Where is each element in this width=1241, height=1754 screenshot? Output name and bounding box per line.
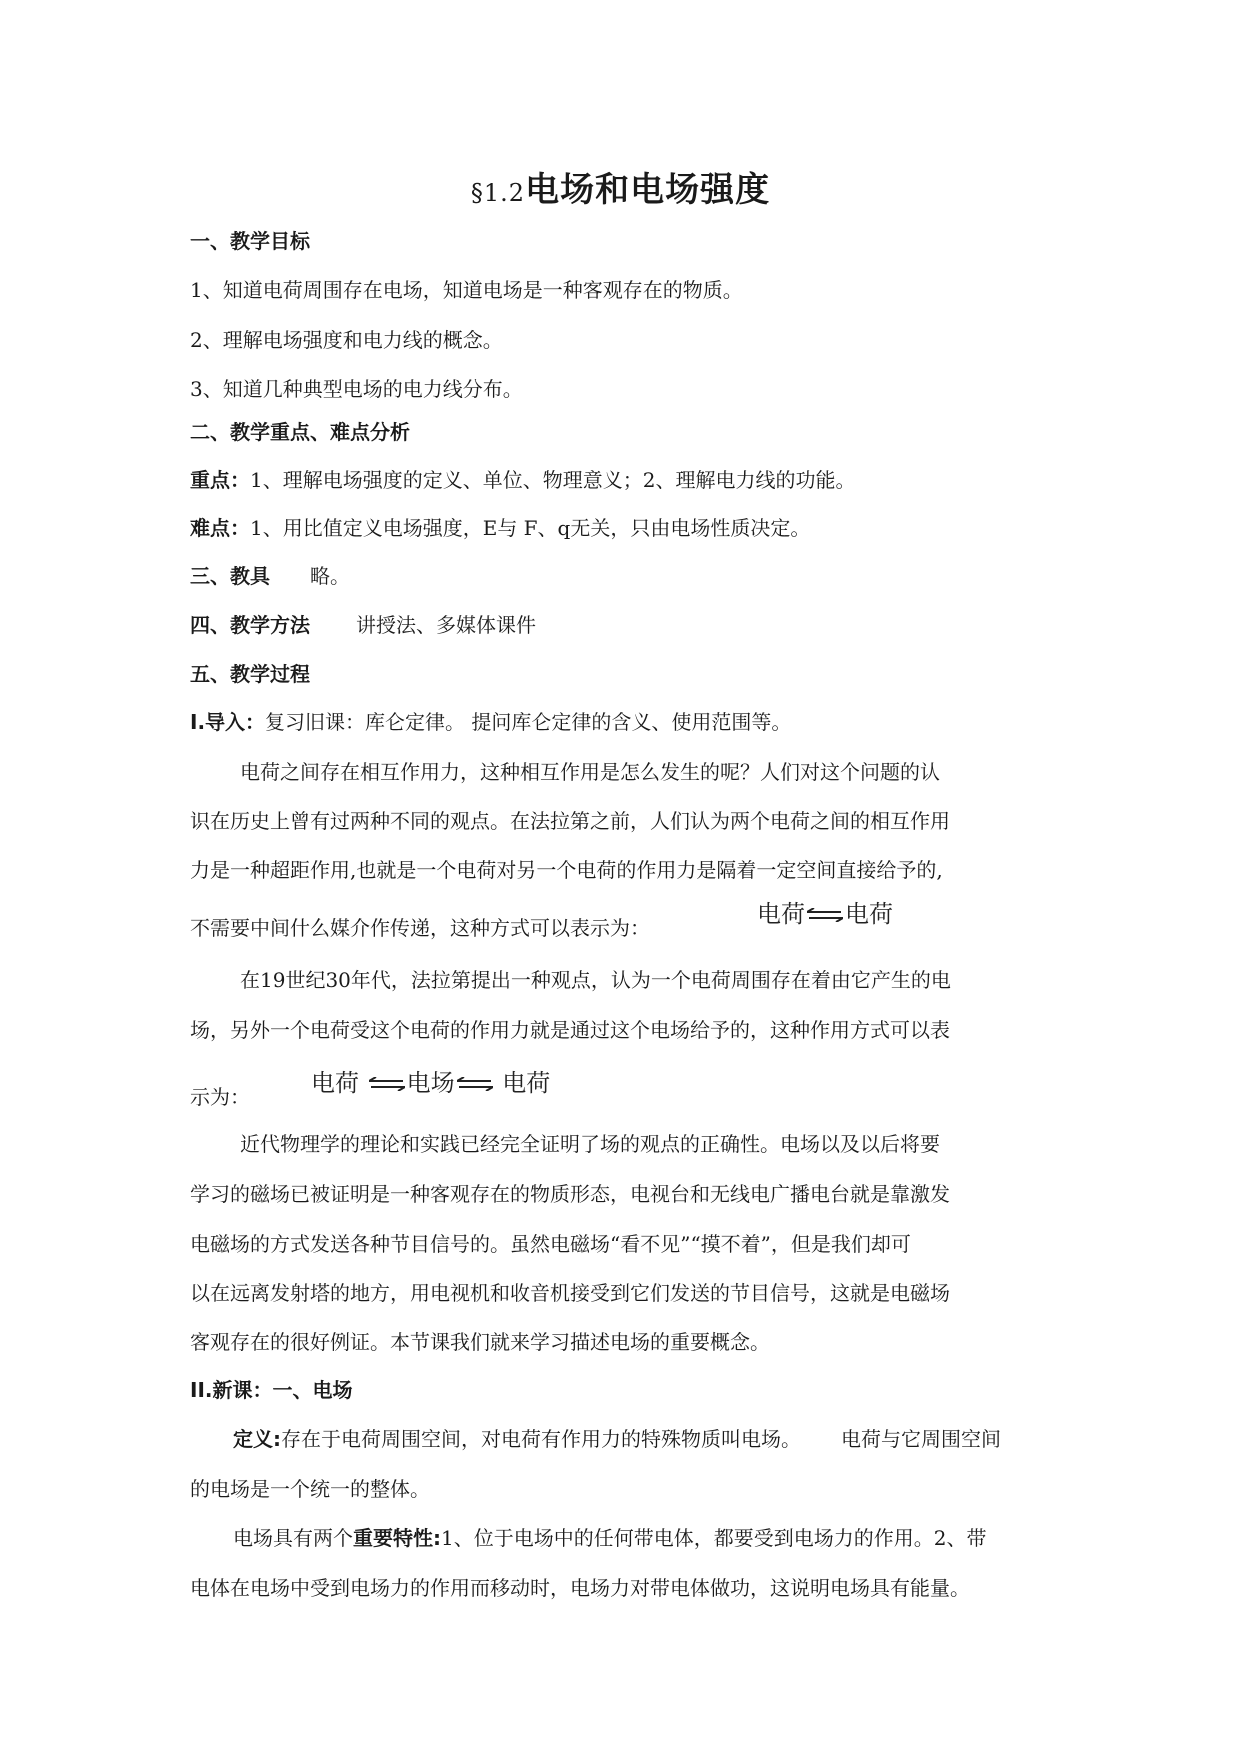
definition-label: 定义: (233, 1427, 281, 1451)
para2-line-1: 在19世纪30年代，法拉第提出一种观点，认为一个电荷周围存在着由它产生的电 (240, 968, 951, 992)
key-point-line (190, 466, 855, 494)
para3-line-2: 学习的磁场已被证明是一种客观存在的物质形态，电视台和无线电广播电台就是靠激发 (190, 1182, 950, 1206)
difficulty-label: 难点： (190, 516, 250, 540)
formula2-charge-a: 电荷 (311, 1069, 359, 1097)
intro-label: Ⅰ.导入： (190, 710, 266, 734)
formula1-left: 电荷 (757, 900, 805, 928)
page-title (0, 162, 1241, 211)
teaching-aids-heading: 三、教具 (190, 564, 270, 588)
goal-item-1: 1、知道电荷周围存在电场，知道电场是一种客观存在的物质。 (190, 278, 743, 302)
intro-text: 复习旧课：库仑定律。 提问库仑定律的含义、使用范围等。 (265, 710, 792, 734)
double-arrow-icon (457, 1077, 493, 1091)
formula1-right: 电荷 (845, 900, 893, 928)
teaching-aids-text: 略。 (310, 564, 350, 588)
para2-line-2: 场，另外一个电荷受这个电荷的作用力就是通过这个电场给予的，这种作用方式可以表 (190, 1018, 950, 1042)
section-number: §1.2 (470, 179, 526, 207)
difficulty-text: 1、用比值定义电场强度，E与 F、q无关，只由电场性质决定。 (250, 516, 811, 540)
double-arrow-icon (369, 1077, 405, 1091)
intro-line (190, 708, 791, 736)
para1-line-2: 识在历史上曾有过两种不同的观点。在法拉第之前，人们认为两个电荷之间的相互作用 (190, 809, 950, 833)
para3-line-4: 以在远离发射塔的地方，用电视机和收音机接受到它们发送的节目信号，这就是电磁场 (190, 1281, 950, 1305)
properties-line (233, 1524, 986, 1552)
difficulty-line (190, 514, 810, 542)
para1-line-4: 不需要中间什么媒介作传递，这种方式可以表示为： (190, 916, 650, 940)
formula2-field: 电场 (406, 1069, 455, 1097)
definition-line-2: 的电场是一个统一的整体。 (190, 1477, 430, 1501)
teaching-method-text: 讲授法、多媒体课件 (356, 613, 536, 637)
properties-pre: 电场具有两个 (233, 1526, 353, 1550)
para1-line-3: 力是一种超距作用,也就是一个电荷对另一个电荷的作用力是隔着一定空间直接给予的, (190, 858, 943, 882)
key-point-text: 1、理解电场强度的定义、单位、物理意义；2、理解电力线的功能。 (250, 468, 856, 492)
para3-line-3: 电磁场的方式发送各种节目信号的。虽然电磁场“看不见”“摸不着”，但是我们却可 (190, 1232, 911, 1256)
title-text: 电场和电场强度 (525, 170, 771, 210)
teaching-method-line (190, 611, 536, 639)
formula-action-at-distance (757, 899, 893, 929)
goal-item-3: 3、知道几种典型电场的电力线分布。 (190, 377, 523, 401)
para2-line-3: 示为： (190, 1085, 250, 1109)
heading-key-points: 二、教学重点、难点分析 (190, 420, 410, 444)
heading-new-lesson: II.新课：一、电场 (190, 1378, 353, 1402)
heading-teaching-process: 五、教学过程 (190, 662, 310, 686)
para3-line-5: 客观存在的很好例证。本节课我们就来学习描述电场的重要概念。 (190, 1330, 770, 1354)
double-arrow-icon (807, 908, 843, 922)
goal-item-2: 2、理解电场强度和电力线的概念。 (190, 328, 503, 352)
properties-text: 1、位于电场中的任何带电体，都要受到电场力的作用。2、带 (441, 1526, 987, 1550)
definition-line (233, 1425, 1001, 1453)
para3-line-1: 近代物理学的理论和实践已经完全证明了场的观点的正确性。电场以及以后将要 (240, 1132, 940, 1156)
teaching-aids-line (190, 562, 350, 590)
definition-text-2: 电荷与它周围空间 (841, 1427, 1001, 1451)
teaching-method-heading: 四、教学方法 (190, 613, 310, 637)
properties-line-2: 电体在电场中受到电场力的作用而移动时，电场力对带电体做功，这说明电场具有能量。 (190, 1576, 970, 1600)
heading-teaching-goals: 一、教学目标 (190, 229, 310, 253)
definition-text: 存在于电荷周围空间，对电荷有作用力的特殊物质叫电场。 (281, 1427, 801, 1451)
formula-field-view (311, 1068, 550, 1098)
properties-label: 重要特性: (353, 1526, 441, 1550)
para1-line-1: 电荷之间存在相互作用力，这种相互作用是怎么发生的呢？人们对这个问题的认 (240, 760, 940, 784)
key-point-label: 重点： (190, 468, 250, 492)
formula2-charge-c: 电荷 (502, 1069, 551, 1097)
